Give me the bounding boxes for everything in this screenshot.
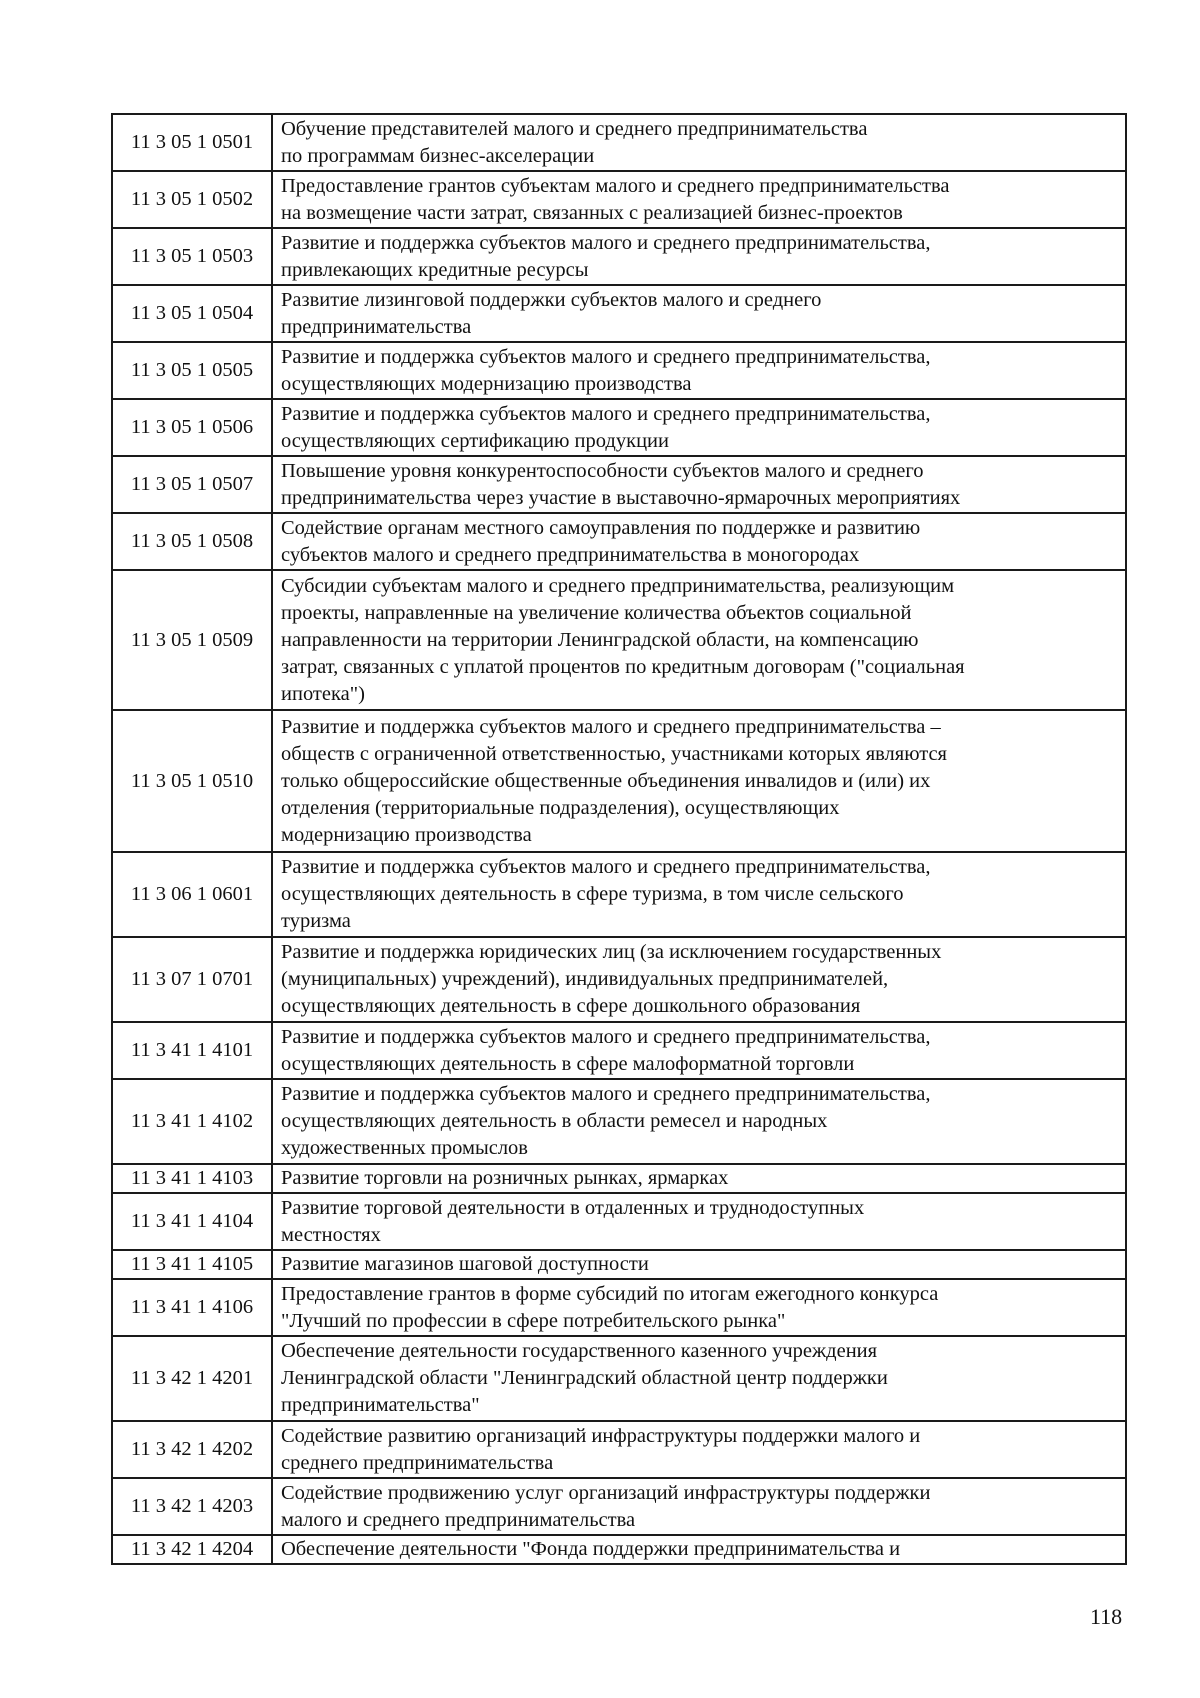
row-description: Содействие развитию организаций инфраструктуры поддержки малого и среднего предпринимательства xyxy=(272,1421,1126,1478)
table-row xyxy=(112,1478,1126,1535)
row-code: 11 3 41 1 4106 xyxy=(112,1279,272,1336)
row-code: 11 3 41 1 4102 xyxy=(112,1079,272,1164)
row-code: 11 3 05 1 0504 xyxy=(112,285,272,342)
table-row xyxy=(112,1250,1126,1279)
row-description: Предоставление грантов в форме субсидий по итогам ежегодного конкурса "Лучший по профессии в сфере потребительского рынка" xyxy=(272,1279,1126,1336)
table-row xyxy=(112,1279,1126,1336)
row-description: Содействие продвижению услуг организаций инфраструктуры поддержки малого и среднего предпринимательства xyxy=(272,1478,1126,1535)
row-code: 11 3 05 1 0503 xyxy=(112,228,272,285)
row-code: 11 3 06 1 0601 xyxy=(112,852,272,937)
budget-codes-table xyxy=(111,113,1127,1565)
row-description: Субсидии субъектам малого и среднего предпринимательства, реализующим проекты, направленные на увеличение количества объектов социальной направленности на территории Ленинградской области, на компенсацию затрат, связанных с уплатой процентов по кредитным договорам ("социальная ипотека") xyxy=(272,570,1126,710)
table-row xyxy=(112,1535,1126,1564)
row-description: Предоставление грантов субъектам малого и среднего предпринимательства на возмещение части затрат, связанных с реализацией бизнес-проектов xyxy=(272,171,1126,228)
table-row xyxy=(112,937,1126,1022)
table-row xyxy=(112,1193,1126,1250)
row-code: 11 3 05 1 0509 xyxy=(112,570,272,710)
row-description: Развитие и поддержка юридических лиц (за исключением государственных (муниципальных) учреждений), индивидуальных предпринимателей, осуществляющих деятельность в сфере дошкольного образования xyxy=(272,937,1126,1022)
row-description: Развитие торговой деятельности в отдаленных и труднодоступных местностях xyxy=(272,1193,1126,1250)
table-row xyxy=(112,570,1126,710)
row-description: Повышение уровня конкурентоспособности субъектов малого и среднего предпринимательства через участие в выставочно-ярмарочных мероприятиях xyxy=(272,456,1126,513)
row-code: 11 3 41 1 4101 xyxy=(112,1022,272,1079)
row-code: 11 3 05 1 0502 xyxy=(112,171,272,228)
row-code: 11 3 42 1 4202 xyxy=(112,1421,272,1478)
table-row xyxy=(112,1022,1126,1079)
row-description: Содействие органам местного самоуправления по поддержке и развитию субъектов малого и среднего предпринимательства в моногородах xyxy=(272,513,1126,570)
table-row xyxy=(112,456,1126,513)
table-row xyxy=(112,342,1126,399)
row-description: Обучение представителей малого и среднего предпринимательства по программам бизнес-акселерации xyxy=(272,114,1126,171)
table-row xyxy=(112,852,1126,937)
row-code: 11 3 42 1 4201 xyxy=(112,1336,272,1421)
row-code: 11 3 41 1 4103 xyxy=(112,1164,272,1193)
row-code: 11 3 42 1 4203 xyxy=(112,1478,272,1535)
row-code: 11 3 05 1 0505 xyxy=(112,342,272,399)
row-description: Обеспечение деятельности государственного казенного учреждения Ленинградской области "Ленинградский областной центр поддержки предпринимательства" xyxy=(272,1336,1126,1421)
row-description: Развитие лизинговой поддержки субъектов малого и среднего предпринимательства xyxy=(272,285,1126,342)
row-description: Развитие и поддержка субъектов малого и среднего предпринимательства, привлекающих кредитные ресурсы xyxy=(272,228,1126,285)
row-code: 11 3 05 1 0507 xyxy=(112,456,272,513)
row-description: Развитие и поддержка субъектов малого и среднего предпринимательства, осуществляющих деятельность в области ремесел и народных художественных промыслов xyxy=(272,1079,1126,1164)
table-body xyxy=(112,114,1126,1564)
row-code: 11 3 05 1 0501 xyxy=(112,114,272,171)
table-row xyxy=(112,710,1126,852)
table-row xyxy=(112,399,1126,456)
table-row xyxy=(112,1164,1126,1193)
row-code: 11 3 05 1 0506 xyxy=(112,399,272,456)
table-row xyxy=(112,513,1126,570)
table-row xyxy=(112,1336,1126,1421)
table-row xyxy=(112,171,1126,228)
row-code: 11 3 07 1 0701 xyxy=(112,937,272,1022)
row-description: Развитие и поддержка субъектов малого и среднего предпринимательства, осуществляющих модернизацию производства xyxy=(272,342,1126,399)
row-description: Развитие и поддержка субъектов малого и среднего предпринимательства, осуществляющих сертификацию продукции xyxy=(272,399,1126,456)
row-description: Обеспечение деятельности "Фонда поддержки предпринимательства и xyxy=(272,1535,1126,1564)
row-code: 11 3 05 1 0508 xyxy=(112,513,272,570)
row-code: 11 3 41 1 4104 xyxy=(112,1193,272,1250)
table-row xyxy=(112,1079,1126,1164)
row-code: 11 3 05 1 0510 xyxy=(112,710,272,852)
table-row xyxy=(112,228,1126,285)
table-row xyxy=(112,114,1126,171)
table-row xyxy=(112,285,1126,342)
table-row xyxy=(112,1421,1126,1478)
row-description: Развитие и поддержка субъектов малого и среднего предпринимательства, осуществляющих деятельность в сфере малоформатной торговли xyxy=(272,1022,1126,1079)
row-code: 11 3 42 1 4204 xyxy=(112,1535,272,1564)
row-description: Развитие и поддержка субъектов малого и среднего предпринимательства, осуществляющих деятельность в сфере туризма, в том числе сельского туризма xyxy=(272,852,1126,937)
page-number: 118 xyxy=(1090,1604,1123,1629)
row-description: Развитие и поддержка субъектов малого и среднего предпринимательства – обществ с ограниченной ответственностью, участниками которых являются только общероссийские общественные объединения инвалидов и (или) их отделения (территориальные подразделения), осуществляющих модернизацию производства xyxy=(272,710,1126,852)
row-description: Развитие магазинов шаговой доступности xyxy=(272,1250,1126,1279)
row-code: 11 3 41 1 4105 xyxy=(112,1250,272,1279)
row-description: Развитие торговли на розничных рынках, ярмарках xyxy=(272,1164,1126,1193)
